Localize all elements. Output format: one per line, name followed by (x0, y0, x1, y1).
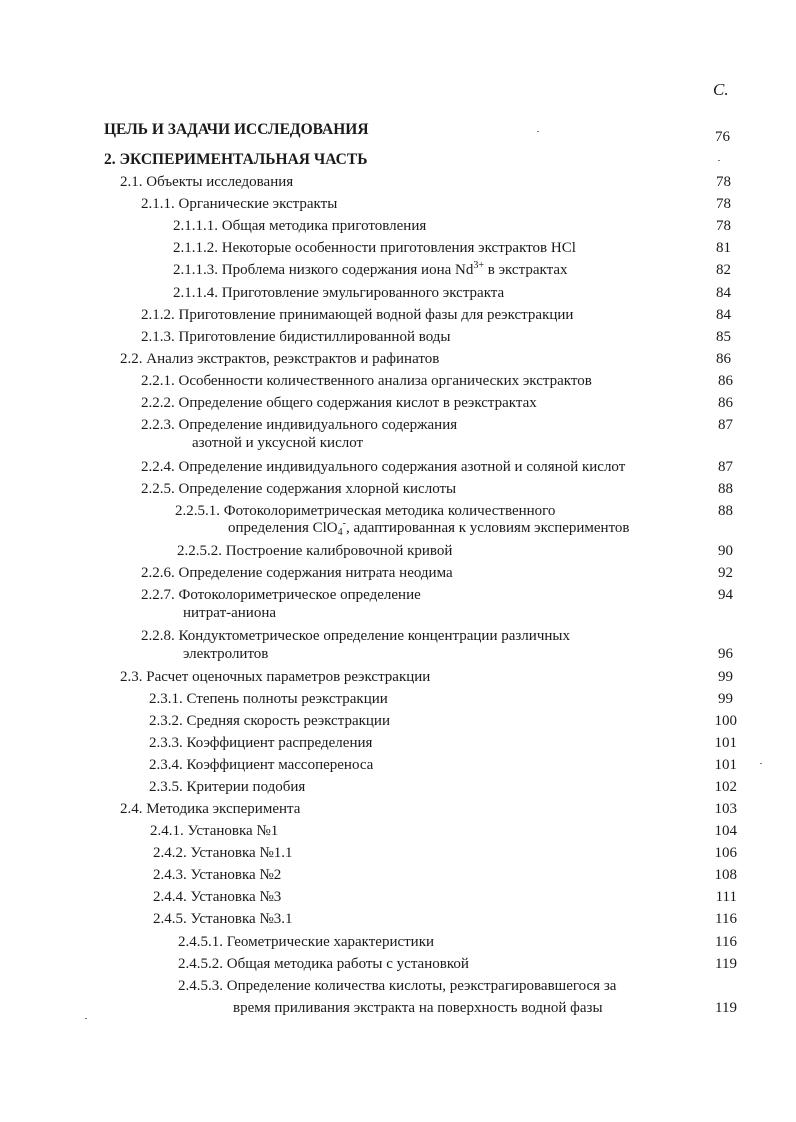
toc-entry-2-4-1: 2.4.1. Установка №1 (150, 823, 279, 839)
toc-page-2-1-2: 84 (716, 307, 731, 323)
toc-entry-2-2-5-1: 2.2.5.1. Фотоколориметрическая методика количественного (175, 503, 556, 519)
toc-page-2-4-3: 108 (714, 867, 737, 883)
toc-page-2-2: 86 (716, 351, 731, 367)
toc-page-2-4-5-2: 119 (715, 956, 737, 972)
toc-entry-2-1-3: 2.1.3. Приготовление бидистиллированной воды (141, 329, 451, 345)
toc-entry-2-4-5-2: 2.4.5.2. Общая методика работы с установкой (178, 956, 469, 972)
toc-page-2-2-5-2: 90 (718, 543, 733, 559)
toc-entry-2-2-7: 2.2.7. Фотоколориметрическое определение (141, 587, 421, 603)
toc-entry-2-3-3: 2.3.3. Коэффициент распределения (149, 735, 373, 751)
toc-page-2-2-6: 92 (718, 565, 733, 581)
toc-entry-2-3: 2.3. Расчет оценочных параметров реэкстракции (120, 669, 431, 685)
toc-page-2-2-5-1: 88 (718, 503, 733, 519)
toc-page-2-2-7: 94 (718, 587, 733, 603)
toc-entry-2-1-1-3: 2.1.1.3. Проблема низкого содержания иона $Nd^{3+}$ в экстрактах (173, 260, 568, 278)
toc-entry-2-4: 2.4. Методика эксперимента (120, 801, 301, 817)
toc-page-2-2-1: 86 (718, 373, 733, 389)
toc-entry-2-2-3: 2.2.3. Определение индивидуального содержания (141, 417, 458, 433)
toc-entry-2-1-1: 2.1.1. Органические экстракты (141, 196, 338, 212)
toc-entry-section-2: 2. ЭКСПЕРИМЕНТАЛЬНАЯ ЧАСТЬ (104, 151, 368, 168)
toc-page-2-4-5-3: 119 (715, 1000, 737, 1016)
toc-entry-2-2-5-2: 2.2.5.2. Построение калибровочной кривой (177, 543, 453, 559)
toc-page-goal: 76 (715, 129, 730, 145)
toc-entry-2-4-5-3-cont: время приливания экстракта на поверхность водной фазы (233, 1000, 603, 1016)
toc-page-2-3-2: 100 (714, 713, 737, 729)
toc-page-2-1-1-3: 82 (716, 262, 731, 278)
toc-entry-2-3-1: 2.3.1. Степень полноты реэкстракции (149, 691, 388, 707)
scan-speck (537, 131, 539, 132)
toc-page-2-4-5: 116 (715, 911, 737, 927)
toc-entry-2-3-4: 2.3.4. Коэффициент массопереноса (149, 757, 374, 773)
toc-entry-2-1-1-2: 2.1.1.2. Некоторые особенности приготовления экстрактов HCl (173, 240, 576, 256)
toc-page-2-4-4: 111 (715, 889, 737, 905)
toc-page-2-4-1: 104 (714, 823, 737, 839)
toc-page-2-4-2: 106 (714, 845, 737, 861)
toc-entry-2-2-2: 2.2.2. Определение общего содержания кислот в реэкстрактах (141, 395, 537, 411)
toc-page-2-2-8: 96 (718, 646, 733, 662)
toc-entry-2-2-6: 2.2.6. Определение содержания нитрата неодима (141, 565, 453, 581)
toc-entry-2-1-1-4: 2.1.1.4. Приготовление эмульгированного экстракта (173, 285, 505, 301)
toc-entry-2-4-2: 2.4.2. Установка №1.1 (153, 845, 293, 861)
toc-entry-2-2-7-cont: нитрат-аниона (183, 605, 277, 621)
scan-speck (760, 763, 762, 764)
toc-entry-2-3-2: 2.3.2. Средняя скорость реэкстракции (149, 713, 390, 729)
scan-speck (85, 1018, 87, 1019)
toc-entry-2-2-8: 2.2.8. Кондуктометрическое определение концентрации различных (141, 628, 570, 644)
scan-speck (718, 160, 720, 161)
toc-page-2-3-5: 102 (714, 779, 737, 795)
toc-entry-2-4-5: 2.4.5. Установка №3.1 (153, 911, 293, 927)
toc-page-2-1-1-4: 84 (716, 285, 731, 301)
toc-entry-2-4-5-1: 2.4.5.1. Геометрические характеристики (178, 934, 435, 950)
toc-entry-2-2-1: 2.2.1. Особенности количественного анализа органических экстрактов (141, 373, 592, 389)
toc-entry-2-4-4: 2.4.4. Установка №3 (153, 889, 282, 905)
toc-entry-2-2-8-cont: электролитов (183, 646, 269, 662)
toc-page-2-3-1: 99 (718, 691, 733, 707)
toc-page-2-1-1-1: 78 (716, 218, 731, 234)
toc-entry-2-2-3-cont: азотной и уксусной кислот (192, 435, 364, 451)
toc-page-2-2-5: 88 (718, 481, 733, 497)
toc-entry-2-1: 2.1. Объекты исследования (120, 174, 294, 190)
toc-page-2-4-5-1: 116 (715, 934, 737, 950)
toc-entry-2-2-5-1-cont: определения ClO$_4$-, адаптированная к условиям экспериментов (228, 518, 630, 538)
toc-entry-2-1-2: 2.1.2. Приготовление принимающей водной фазы для реэкстракции (141, 307, 574, 323)
toc-page-2-2-3: 87 (718, 417, 733, 433)
toc-entry-2-3-5: 2.3.5. Критерии подобия (149, 779, 306, 795)
toc-page-2-2-2: 86 (718, 395, 733, 411)
toc-page-2-2-4: 87 (718, 459, 733, 475)
toc-page-2-1-1: 78 (716, 196, 731, 212)
toc-page-2-3-4: 101 (714, 757, 737, 773)
toc-page-2-3: 99 (718, 669, 733, 685)
toc-entry-2-1-1-1: 2.1.1.1. Общая методика приготовления (173, 218, 427, 234)
toc-entry-2-4-5-3: 2.4.5.3. Определение количества кислоты, реэкстрагировавшегося за (178, 978, 617, 994)
toc-page-2-3-3: 101 (714, 735, 737, 751)
toc-page-2-1: 78 (716, 174, 731, 190)
toc-entry-2-4-3: 2.4.3. Установка №2 (153, 867, 282, 883)
toc-entry-2-2: 2.2. Анализ экстрактов, реэкстрактов и рафинатов (120, 351, 440, 367)
toc-page-2-4: 103 (714, 801, 737, 817)
toc-page-2-1-3: 85 (716, 329, 731, 345)
toc-page-2-1-1-2: 81 (716, 240, 731, 256)
toc-entry-2-2-4: 2.2.4. Определение индивидуального содержания азотной и соляной кислот (141, 459, 626, 475)
toc-entry-2-2-5: 2.2.5. Определение содержания хлорной кислоты (141, 481, 457, 497)
page-label: С. (713, 80, 729, 99)
toc-entry-goal: ЦЕЛЬ И ЗАДАЧИ ИССЛЕДОВАНИЯ (104, 121, 369, 138)
